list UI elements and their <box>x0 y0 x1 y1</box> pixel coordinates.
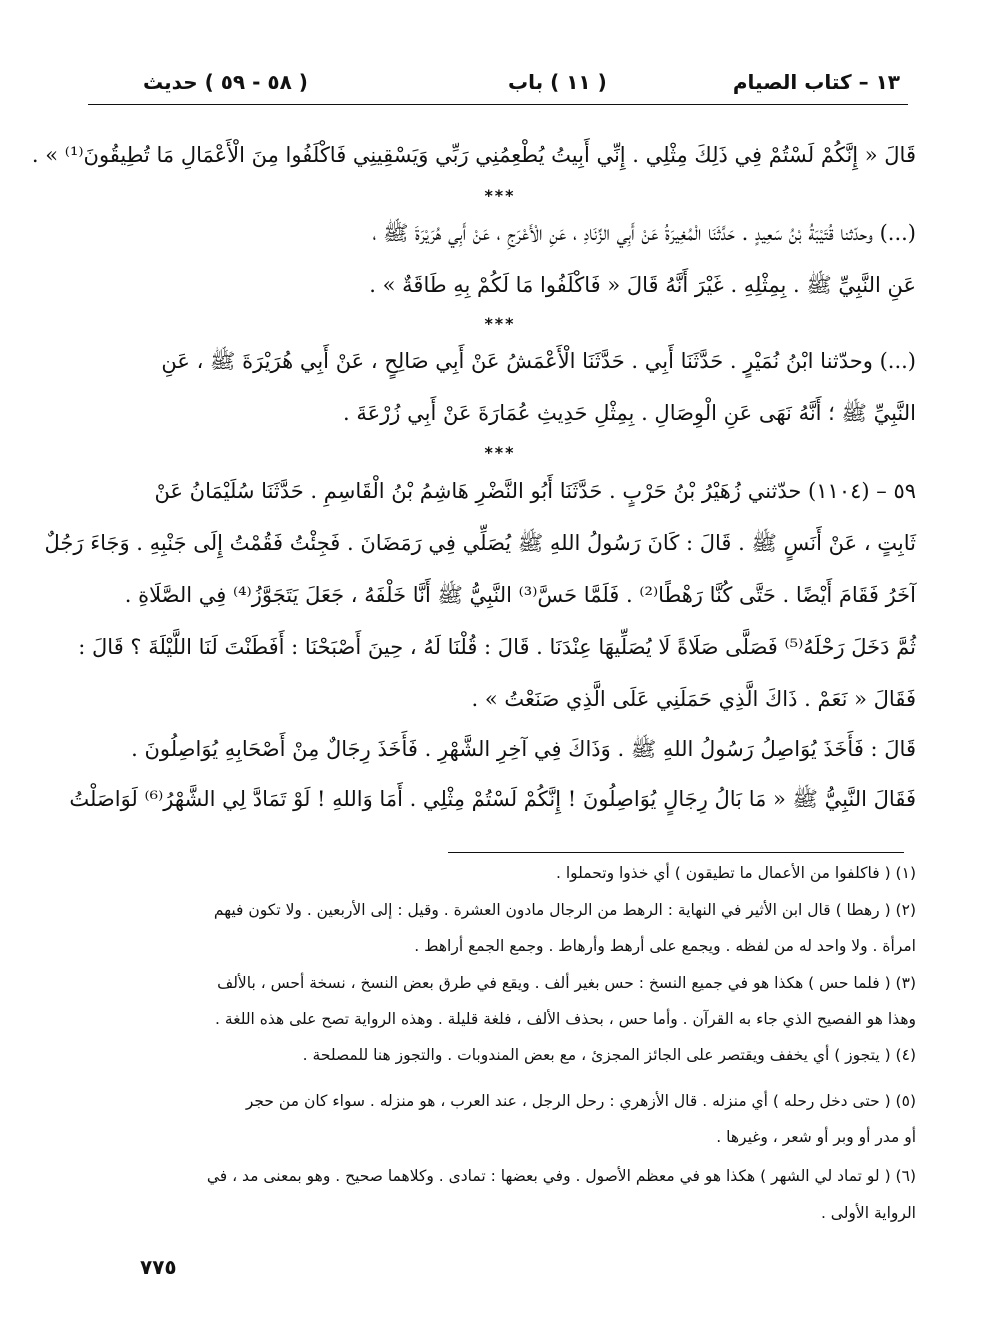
chapter-title: ١٣ – كتاب الصيام <box>732 70 900 94</box>
page-number: ٧٧٥ <box>140 1255 177 1279</box>
section-separator: *** <box>484 186 516 205</box>
section-separator: *** <box>484 443 516 462</box>
footnote-line: وهذا هو الفصيح الذي جاء به القرآن . وأما حس ، بحذف الألف ، فلغة قليلة . وهذه الرواية تصح على هذه اللغة . <box>215 1010 916 1028</box>
body-line: فَقَالَ النَّبِيُّ ﷺ « مَا بَالُ رِجَالٍ يُوَاصِلُونَ ! إِنَّكُمْ لَسْتُمْ مِثْلِي . أَمَا وَاللهِ ! لَوْ تَمَادَّ لِي الشَّهْرُ⁽⁶⁾ لَوَاصَلْتُ <box>69 787 916 811</box>
section-separator: *** <box>484 314 516 333</box>
body-line: عَنِ النَّبِيِّ ﷺ . بِمِثْلِهِ . غَيْرَ أَنَّهُ قَالَ « فَاكْلَفُوا مَا لَكُمْ بِهِ طَاقَةٌ » . <box>369 273 916 297</box>
body-line: ثُمَّ دَخَلَ رَحْلَهُ⁽⁵⁾ فَصَلَّى صَلَاةً لَا يُصَلِّيهَا عِنْدَنَا . قَالَ : قُلْنَا لَهُ ، حِينَ أَصْبَحْنَا : أَفَطَنْتَ لَنَا اللَّيْلَةَ ؟ قَالَ : <box>78 635 916 659</box>
footnote-line: الرواية الأولى . <box>820 1204 916 1222</box>
body-line: (...) وحدّثنا ابْنُ نُمَيْرٍ . حَدَّثَنَا أَبِي . حَدَّثَنَا الْأَعْمَشُ عَنْ أَبِي صَالِحٍ ، عَنْ أَبِي هُرَيْرَةَ ﷺ ، عَنِ <box>161 349 916 373</box>
footnote-line: (٦) ( لو تماد لي الشهر ) هكذا هو في معظم الأصول . وفي بعضها : تمادى . وكلاهما صحيح . وهو بمعنى مد ، في <box>206 1167 916 1185</box>
footnote-line: (١) ( فاكلفوا من الأعمال ما تطيقون ) أي خذوا وتحملوا . <box>555 864 916 882</box>
footnote-line: (٥) ( حتى دخل رحله ) أي منزله . قال الأزهري : رحل الرجل ، عند العرب ، هو منزله . سواء كان من حجر <box>245 1092 916 1110</box>
hadith-range: ( ٥٨ - ٥٩ ) حديث <box>143 70 308 94</box>
bab-number: ( ١١ ) باب <box>508 70 607 94</box>
footnote-line: (٤) ( يتجوز ) أي يخفف ويقتصر على الجائز المجزئ ، مع بعض المندوبات . والتجوز هنا للمصلحة . <box>302 1046 916 1064</box>
footnote-line: امرأة . ولا واحد له من لفظه . ويجمع على أرهط وأرهاط . وجمع الجمع أراهط . <box>414 937 916 955</box>
body-line: فَقَالَ « نَعَمْ . ذَاكَ الَّذِي حَمَلَنِي عَلَى الَّذِي صَنَعْتُ » . <box>471 687 916 711</box>
footnote-line: (٣) ( فلما حس ) هكذا هو في جميع النسخ : حس بغير ألف . ويقع في طرق بعض النسخ ، نسخة أحس ، بالألف <box>217 974 916 992</box>
body-line: قَالَ « إِنَّكُمْ لَسْتُمْ فِي ذَلِكَ مِثْلِي . إِنِّي أَبِيتُ يُطْعِمُنِي رَبِّي وَيَسْقِينِي فَاكْلَفُوا مِنَ الْأَعْمَالِ مَا تُطِيقُونَ⁽¹⁾ » . <box>31 143 916 167</box>
body-line: قَالَ : فَأَخَذَ يُوَاصِلُ رَسُولُ اللهِ ﷺ . وَذَاكَ فِي آخِرِ الشَّهْرِ . فَأَخَذَ رِجَالٌ مِنْ أَصْحَابِهِ يُوَاصِلُونَ . <box>131 737 916 761</box>
body-line: (...) وحدّثنا قُتَيْبَةُ بْنُ سَعِيدٍ . حَدَّثَنَا الْمُغِيرَةُ عَنْ أَبِي الزِّنَادِ ، عَنِ الْأَعْرَجِ ، عَنْ أَبِي هُرَيْرَةَ ﷺ ، <box>372 221 916 245</box>
footnote-divider <box>448 852 904 853</box>
footnote-line: (٢) ( رهطا ) قال ابن الأثير في النهاية : الرهط من الرجال مادون العشرة . وقيل : إلى الأربعين . ولا تكون فيهم <box>213 901 916 919</box>
body-line: النَّبِيِّ ﷺ ؛ أَنَّهُ نَهَى عَنِ الْوِصَالِ . بِمِثْلِ حَدِيثِ عُمَارَةَ عَنْ أَبِي زُرْعَةَ . <box>343 401 916 425</box>
footnote-line: أو مدر أو وبر أو شعر ، وغيرها . <box>716 1128 916 1146</box>
body-line: آخَرُ فَقَامَ أَيْضًا . حَتَّى كُنَّا رَهْطًا⁽²⁾ . فَلَمَّا حَسَّ⁽³⁾ النَّبِيُّ ﷺ أَنَّا خَلْفَهُ ، جَعَلَ يَتَجَوَّزُ⁽⁴⁾ فِي الصَّلَاةِ . <box>124 583 916 607</box>
body-line: ٥٩ – (١١٠٤) حدّثني زُهَيْرُ بْنُ حَرْبٍ . حَدَّثَنَا أَبُو النَّضْرِ هَاشِمُ بْنُ الْقَاسِمِ . حَدَّثَنَا سُلَيْمَانُ عَنْ <box>154 479 916 503</box>
body-line: ثَابِتٍ ، عَنْ أَنَسٍ ﷺ . قَالَ : كَانَ رَسُولُ اللهِ ﷺ يُصَلِّي فِي رَمَضَانَ . فَجِئْتُ فَقُمْتُ إِلَى جَنْبِهِ . وَجَاءَ رَجُلٌ <box>44 531 916 555</box>
running-header <box>88 62 908 105</box>
